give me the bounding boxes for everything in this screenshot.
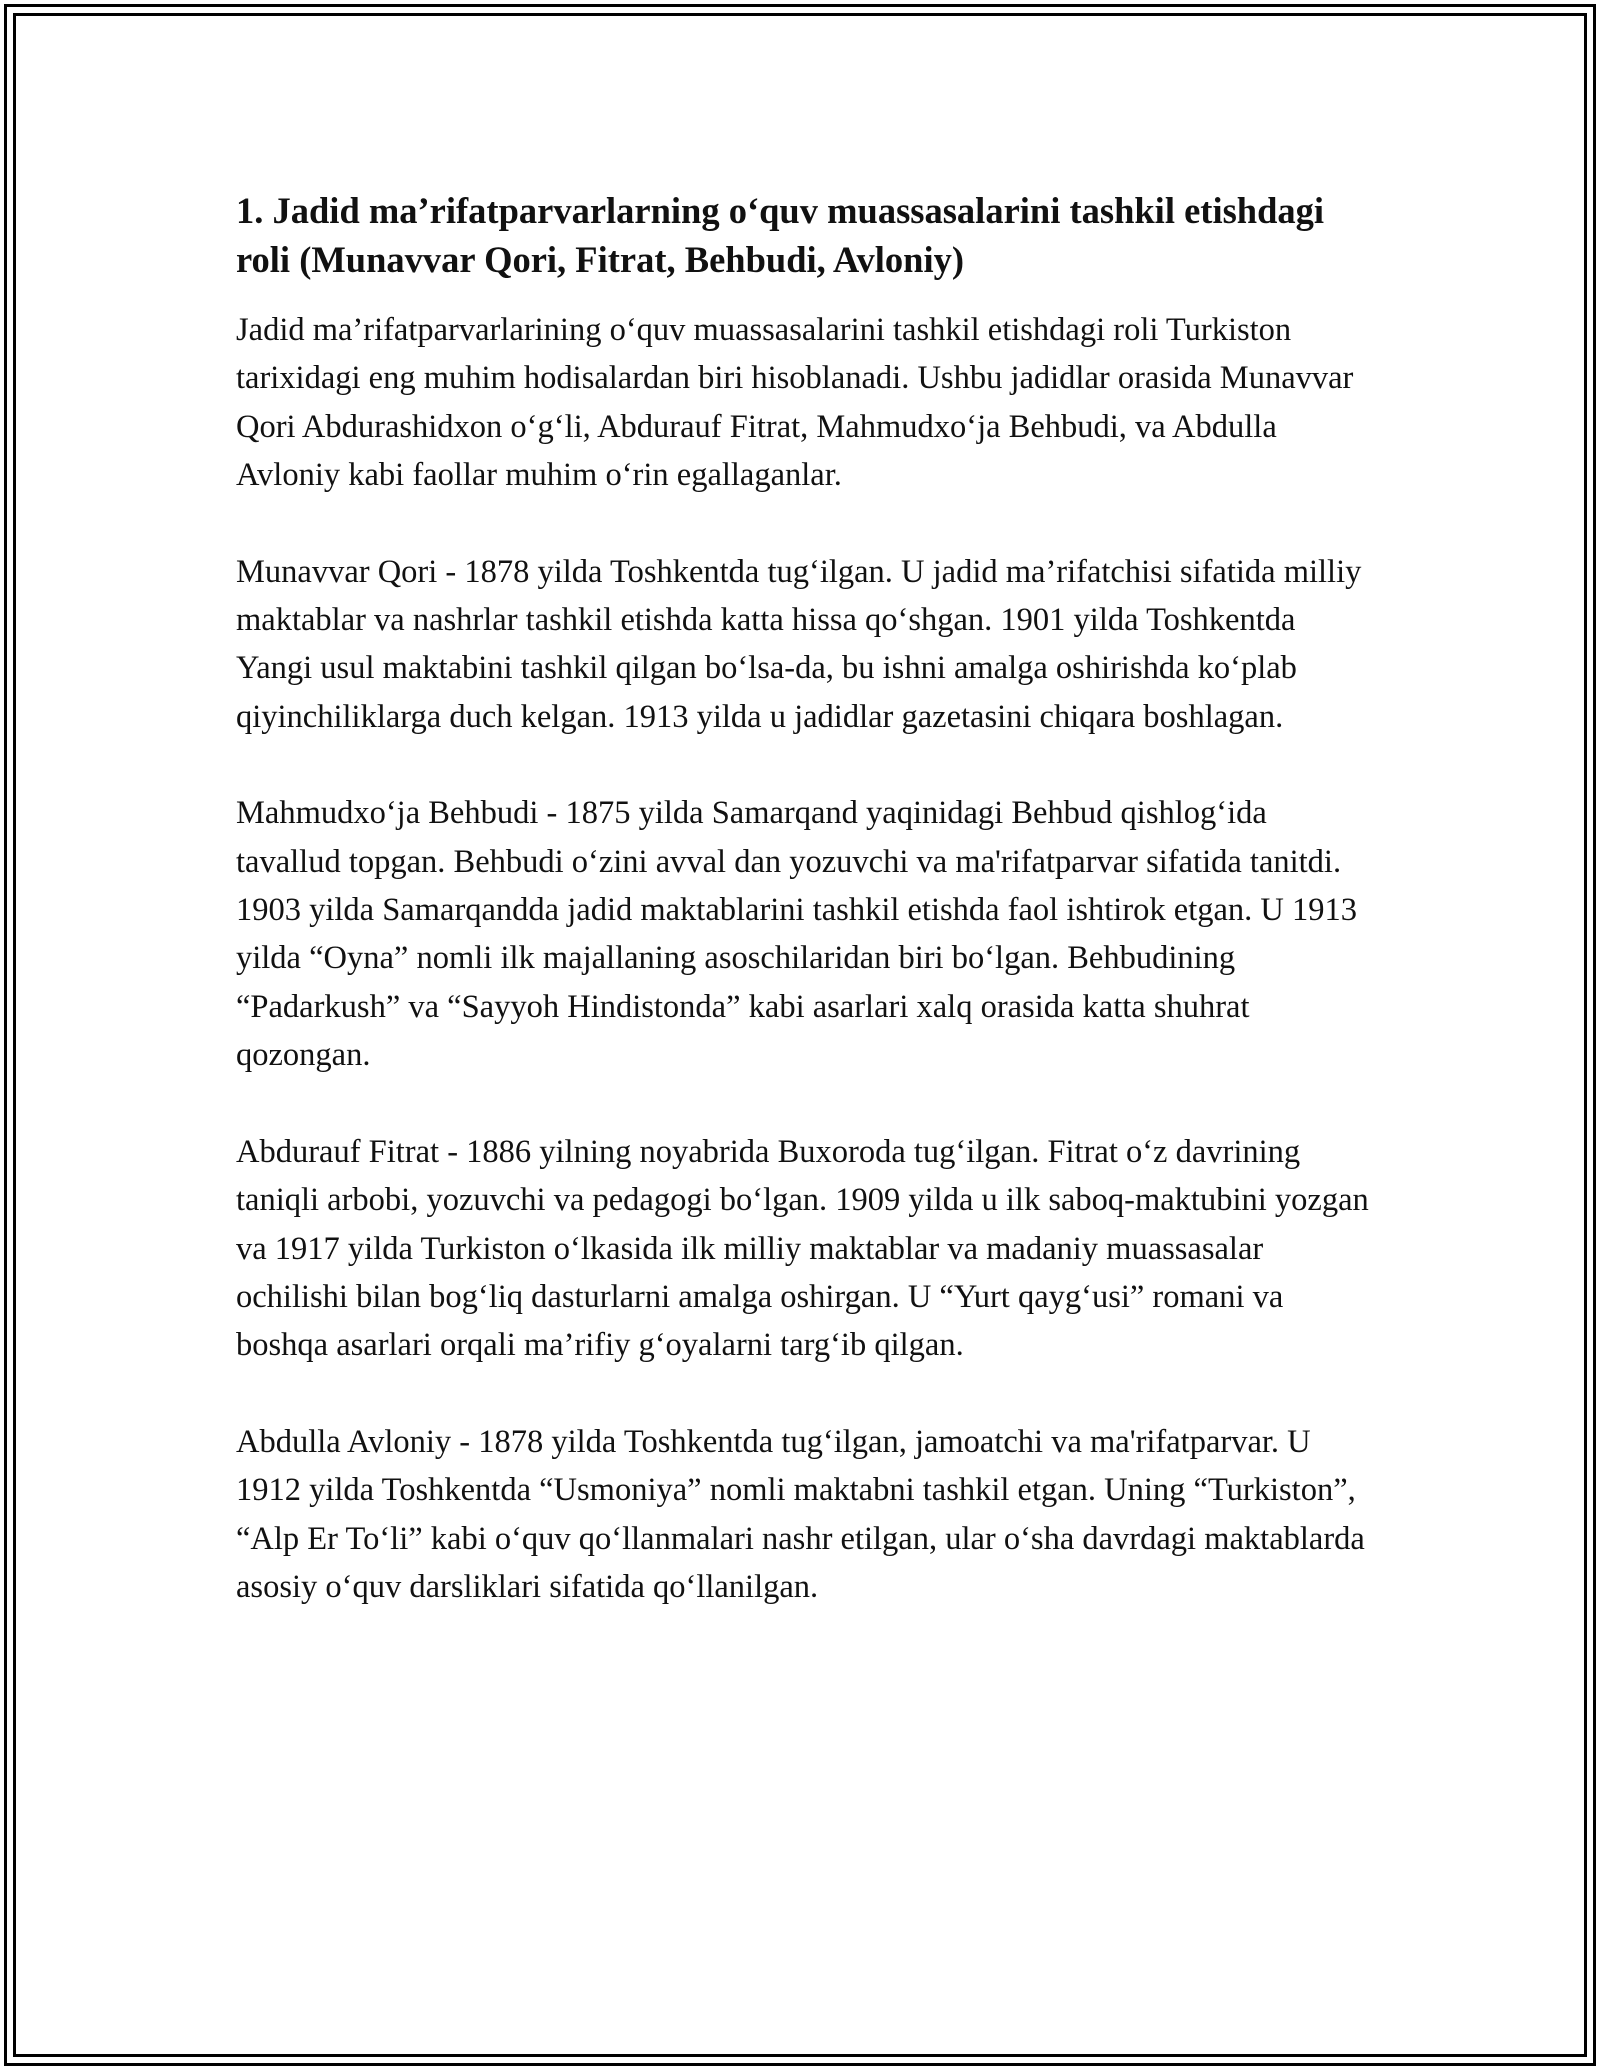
paragraph-fitrat: Abdurauf Fitrat - 1886 yilning noyabrida Buxoroda tug‘ilgan. Fitrat o‘z davrining taniqli arbobi, yozuvchi va pedagogi bo‘lgan. 1909 yilda u ilk saboq-maktubini yozgan va 1917 yilda Turkiston o‘lkasida ilk milliy maktablar va madaniy muassasalar ochilishi bilan bog‘liq dasturlarni amalga oshirgan. U “Yurt qayg‘usi” romani va boshqa asarlari orqali ma’rifiy g‘oyalarni targ‘ib qilgan. bbox=[236, 1133, 1369, 1364]
paragraph-intro: Jadid ma’rifatparvarlarining o‘quv muassasalarini tashkil etishdagi roli Turkiston tarixidagi eng muhim hodisalardan biri hisoblanadi. Ushbu jadidlar orasida Munavvar Qori Abdurashidxon o‘g‘li, Abdurauf Fitrat, Mahmudxo‘ja Behbudi, va Abdulla Avloniy kabi faollar muhim o‘rin egallaganlar. bbox=[236, 312, 1354, 494]
paragraph-munavvar-qori: Munavvar Qori - 1878 yilda Toshkentda tug‘ilgan. U jadid ma’rifatchisi sifatida milliy maktablar va nashrlar tashkil etishda katta hissa qo‘shgan. 1901 yilda Toshkentda Yangi usul maktabini tashkil qilgan bo‘lsa-da, bu ishni amalga oshirishda ko‘plab qiyinchiliklarga duch kelgan. 1913 yilda u jadidlar gazetasini chiqara boshlagan. bbox=[236, 553, 1362, 735]
paragraph-behbudi: Mahmudxo‘ja Behbudi - 1875 yilda Samarqand yaqinidagi Behbud qishlog‘ida tavallud topgan. Behbudi o‘zini avval dan yozuvchi va ma'rifatparvar sifatida tanitdi. 1903 yilda Samarqandda jadid maktablarini tashkil etishda faol ishtirok etgan. U 1913 yilda “Oyna” nomli ilk majallaning asoschilaridan biri bo‘lgan. Behbudining “Padarkush” va “Sayyoh Hindistonda” kabi asarlari xalq orasida katta shuhrat qozongan. bbox=[236, 795, 1357, 1074]
paragraph-avloniy: Abdulla Avloniy - 1878 yilda Toshkentda tug‘ilgan, jamoatchi va ma'rifatparvar. U 1912 yilda Toshkentda “Usmoniya” nomli maktabni tashkil etgan. Uning “Turkiston”, “Alp Er To‘li” kabi o‘quv qo‘llanmalari nashr etilgan, ular o‘sha davrdagi maktablarda asosiy o‘quv darsliklari sifatida qo‘llanilgan. bbox=[236, 1423, 1365, 1605]
document-heading: 1. Jadid ma’rifatparvarlarning o‘quv muassasalarini tashkil etishdagi roli (Munavvar Qori, Fitrat, Behbudi, Avloniy) bbox=[236, 190, 1325, 280]
document-body bbox=[236, 186, 1376, 1659]
